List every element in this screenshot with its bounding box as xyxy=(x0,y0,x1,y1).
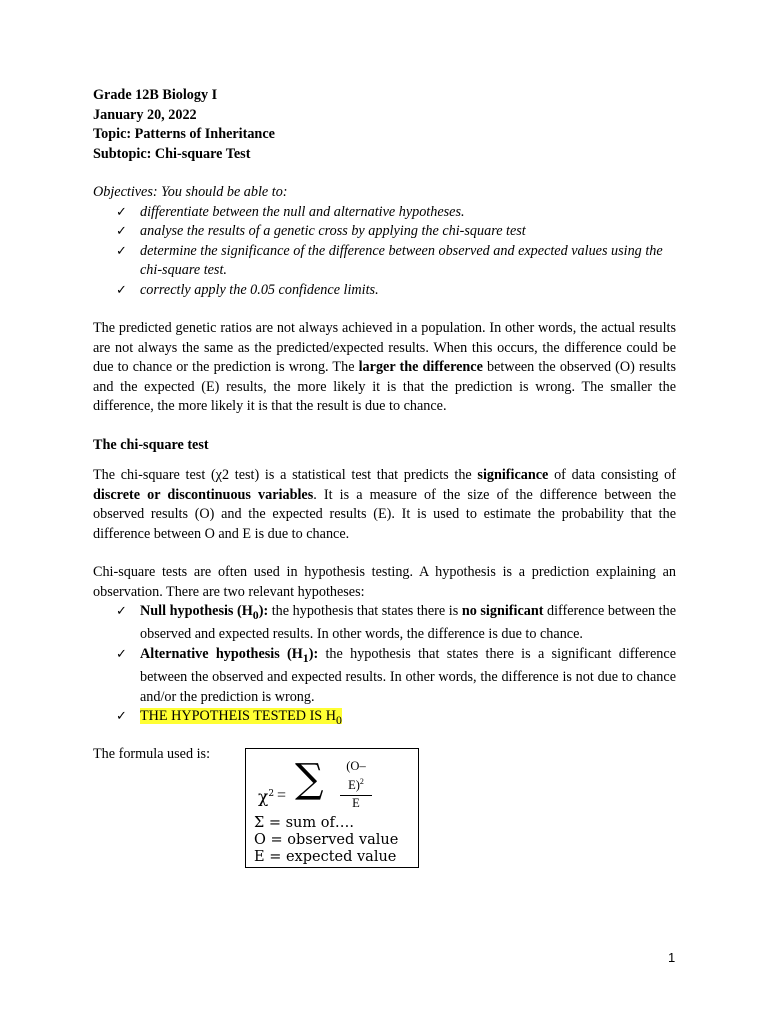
page-number: 1 xyxy=(668,950,676,965)
list-item: ✓ determine the significance of the difference between observed and expected values using the chi-square test. xyxy=(116,242,663,278)
subtopic-line: Subtopic: Chi-square Test xyxy=(93,145,251,162)
chi-symbol: $\chi^2$ xyxy=(258,788,275,809)
list-item: ✓ differentiate between the null and alternative hypotheses. xyxy=(116,203,676,223)
check-icon: ✓ xyxy=(116,243,127,259)
topic-line: Topic: Patterns of Inheritance xyxy=(93,126,275,142)
legend-line: Σ = sum of…. xyxy=(254,815,354,832)
formula-fraction xyxy=(340,759,372,810)
formula-section xyxy=(93,745,676,870)
section-heading: The chi-square test xyxy=(93,436,209,453)
intro-paragraph: The predicted genetic ratios are not always achieved in a population. In other words, the actual results are not always the same as the predicted/expected results. When this occurs, the difference could be due to chance or the prediction is wrong. The larger the difference between the observed (O) results and the expected (E) results, the more likely it is that the prediction is wrong. The smaller the difference, the more likely it is that the result is due to chance. xyxy=(93,320,676,414)
formula-label: The formula used is: xyxy=(93,746,211,763)
list-item: ✓ Alternative hypothesis $(H_1)$: the hypothesis that states there is a significant difference between the observed and expected results. In other words, the difference is not due to chance and/or the prediction is wrong. xyxy=(116,645,676,705)
course-title: Grade 12B Biology I xyxy=(93,87,218,103)
check-icon: ✓ xyxy=(116,604,127,619)
legend-line: O = observed value xyxy=(254,832,399,849)
formula-box xyxy=(245,748,419,868)
list-item-highlighted xyxy=(116,707,676,730)
list-item: ✓ Null hypothesis $(H_0)$: the hypothesis that states there is no significant difference between the observed and expected results. In other words, the difference is due to chance. xyxy=(116,603,677,643)
lesson-date: January 20, 2022 xyxy=(93,106,197,123)
sigma-symbol: ∑ xyxy=(295,756,324,803)
highlighted-statement: ✓ THE HYPOTHEIS TESTED IS $H_0$ xyxy=(116,708,342,727)
document-header xyxy=(93,86,676,164)
formula-legend xyxy=(254,815,398,866)
fraction-denominator: E xyxy=(352,795,360,810)
check-icon: ✓ xyxy=(116,204,127,220)
hypothesis-intro: Chi-square tests are often used in hypothesis testing. A hypothesis is a prediction explaining an observation. There are two relevant hypotheses: xyxy=(93,564,676,600)
document-page xyxy=(93,86,676,870)
hypotheses-list xyxy=(93,602,676,730)
legend-line: E = expected value xyxy=(254,849,397,866)
list-item: ✓ correctly apply the 0.05 confidence limits. xyxy=(116,281,676,301)
objectives-intro: Objectives: You should be able to: xyxy=(93,184,288,200)
check-icon: ✓ xyxy=(116,282,127,298)
equals-sign: = xyxy=(277,787,287,805)
check-icon: ✓ xyxy=(116,709,127,725)
objectives-list xyxy=(93,203,676,301)
fraction-numerator: $(O-E)^2$ xyxy=(340,759,372,795)
chi-square-definition: The chi-square test (χ2 test) is a statistical test that predicts the significance of data consisting of discrete or discontinuous variables. It is a measure of the size of the difference between the observed results (O) and the expected results (E). It is used to estimate the probability that the difference between O and E is due to chance. xyxy=(93,467,676,542)
list-item: ✓ analyse the results of a genetic cross by applying the chi-square test xyxy=(116,222,676,242)
check-icon: ✓ xyxy=(116,224,127,239)
objectives-section xyxy=(93,183,676,300)
check-icon: ✓ xyxy=(116,646,127,662)
